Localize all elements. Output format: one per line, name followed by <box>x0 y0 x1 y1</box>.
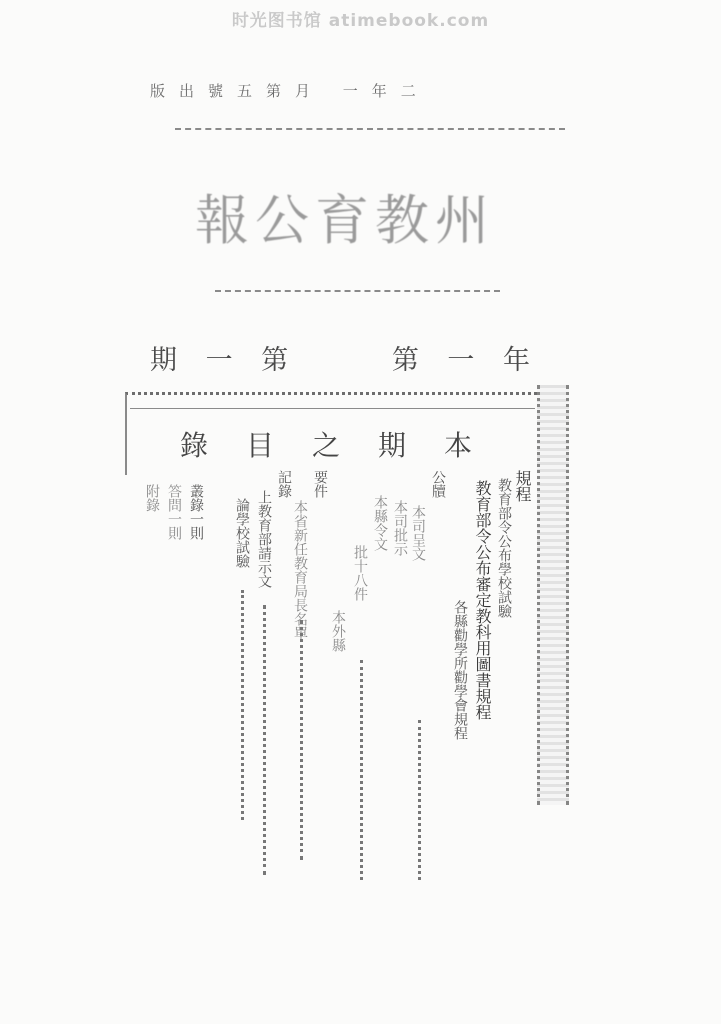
toc-entry: 本縣令文 <box>372 495 388 551</box>
toc-entry: 教育部令公布審定教科用圖書規程 <box>473 480 492 720</box>
toc-entry: 上教育部請示文 <box>256 490 272 588</box>
volume-label: 第 一 年 <box>391 345 540 376</box>
toc-entry: 要件 <box>312 470 328 498</box>
toc-entry: 記錄 <box>276 470 292 498</box>
toc-entry: 教育部令公布學校試驗 <box>496 478 512 618</box>
toc-heading: 錄目之期本 <box>180 429 511 462</box>
toc-entry: 答問一則 <box>166 484 182 540</box>
volume-issue-line <box>150 338 540 377</box>
toc-entry: 論學校試驗 <box>234 498 250 568</box>
leader-dots <box>241 590 244 820</box>
leader-dots <box>418 720 421 880</box>
toc-frame-rule <box>130 408 535 409</box>
toc-entry: 本司批示 <box>392 500 408 556</box>
leader-dots <box>300 620 303 860</box>
journal-title: 報公育教州 <box>195 189 495 252</box>
binding-spine <box>537 385 569 805</box>
top-divider <box>175 128 565 130</box>
toc-entry: 公牘 <box>430 470 446 498</box>
title-divider <box>215 290 500 292</box>
toc-entry: 各縣勸學所勸學會規程 <box>452 600 468 740</box>
watermark: 时光图书馆 atimebook.com <box>231 11 490 31</box>
leader-dots <box>360 660 363 880</box>
toc-entry: 本外縣 <box>330 610 346 652</box>
toc-entry: 叢錄一則 <box>188 484 204 540</box>
issue-label: 期 一 第 <box>150 345 299 376</box>
publication-line: 版出號五第月 一年二 <box>150 82 430 100</box>
toc-entry: 本司呈文 <box>410 505 426 561</box>
leader-dots <box>263 605 266 875</box>
toc-entry: 本省新任教育局長名單 <box>292 500 308 640</box>
toc-entry: 規程 <box>513 470 532 502</box>
toc-entry: 批十八件 <box>352 545 368 601</box>
toc-entry: 附錄 <box>144 484 160 512</box>
